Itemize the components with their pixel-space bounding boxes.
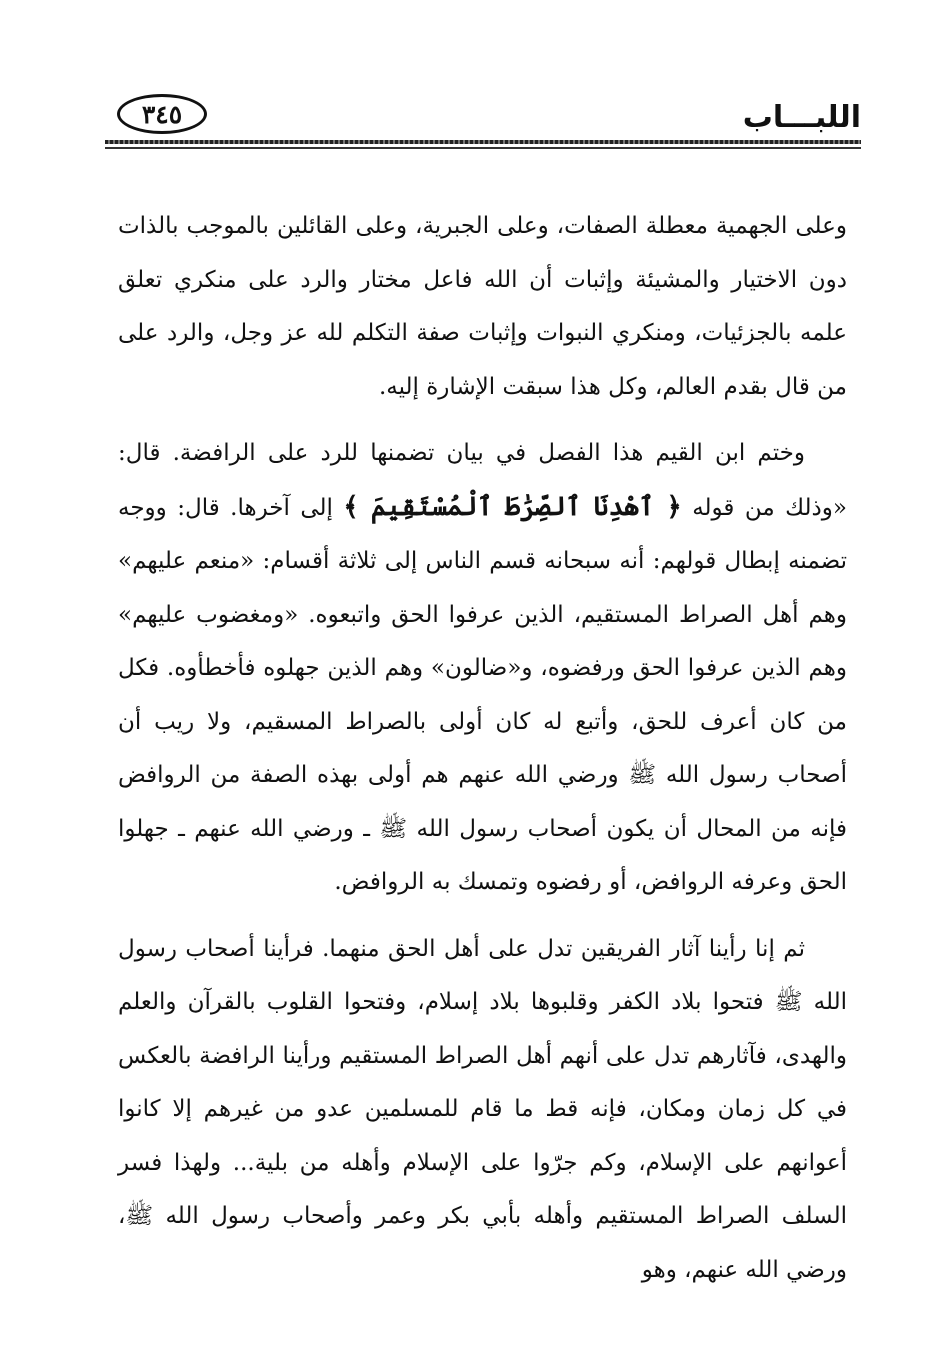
- quran-verse: ﴿ ٱهْدِنَا ٱلصِّرَٰطَ ٱلْمُسْتَقِيمَ ﴾: [343, 491, 682, 522]
- text-line: قال: «وذلك من قوله: [118, 440, 847, 521]
- text-line: منكري تعلق علمه بالجزئيات، ومنكري النبوات وإثبات صفة التكلم لله: [118, 266, 848, 346]
- text-line: ووجه تضمنه إبطال قولهم: أنه سبحانه قسم الناس إلى ثلاثة أقسام:: [118, 494, 848, 574]
- text-line: «منعم عليهم» وهم أهل الصراط المستقيم، الذين عرفوا الحق واتبعوه.: [118, 548, 847, 628]
- text-line: بالصراط المسقيم، ولا ريب أن أصحاب رسول الله ﷺ ورضي الله: [118, 708, 848, 788]
- text-line: ثم إنا رأينا آثار الفريقين تدل على أهل الحق منهما. فرأينا: [263, 935, 805, 962]
- header-rule-thin: [105, 147, 861, 149]
- text-line: المستقيم ورأينا الرافضة بالعكس في كل زمان ومكان، فإنه قط ما قام: [118, 1042, 848, 1122]
- text-line: الذين جهلوه فأخطأوه. فكل من كان أعرف للحق، وأتبع له كان أولى: [118, 655, 847, 735]
- page-number-badge: [117, 94, 207, 134]
- body-text: [118, 200, 847, 1297]
- text-line: وعلى الجهمية معطلة الصفات، وعلى الجبرية، وعلى القائلين بالموجب: [186, 213, 847, 239]
- paragraph: [118, 200, 847, 414]
- text-line: وأهله بأبي بكر وعمر وأصحاب رسول الله ﷺ، ورضي الله عنهم، وهو: [118, 1203, 847, 1283]
- paragraph: [118, 923, 847, 1298]
- text-line: بالذات دون الاختيار والمشيئة وإثبات أن الله فاعل مختار والرد على: [118, 213, 848, 293]
- text-line: القلوب بالقرآن والعلم والهدى، فآثارهم تدل على أنهم أهل الصراط: [118, 989, 848, 1069]
- text-line: وختم ابن القيم هذا الفصل في بيان تضمنها للرد على الرافضة.: [172, 440, 805, 466]
- book-title: اللبـــاب: [742, 100, 861, 135]
- text-line: أصحاب رسول الله ﷺ فتحوا بلاد الكفر وقلبوها بلاد إسلام، وفتحوا: [118, 935, 847, 1015]
- text-line: عز وجل، والرد على من قال بقدم العالم، وكل هذا سبقت الإشارة إليه.: [118, 320, 847, 400]
- text-line: على الإسلام وأهله من بلية... ولهذا فسر السلف الصراط المستقيم: [118, 1149, 847, 1229]
- text-line: أصحاب رسول الله ﷺ ـ ورضي الله عنهم ـ جهلوا الحق وعرفه: [118, 815, 847, 895]
- paragraph: [118, 427, 847, 910]
- header-rule: [105, 140, 861, 144]
- page-number: ٣٤٥: [141, 99, 183, 129]
- text-line: الروافض، أو رفضوه وتمسك به الروافض.: [334, 869, 725, 895]
- text-line: عنهم هم أولى بهذه الصفة من الروافض فإنه من المحال أن يكون: [118, 762, 847, 842]
- text-line: للمسلمين عدو من غيرهم إلا كانوا أعوانهم على الإسلام، وكم جرّوا: [118, 1096, 848, 1176]
- text-line: «ومغضوب عليهم» وهم الذين عرفوا الحق ورفضوه، و«ضالون» وهم: [118, 601, 847, 681]
- text-line: إلى آخرها. قال:: [177, 494, 333, 521]
- running-header: [105, 90, 861, 162]
